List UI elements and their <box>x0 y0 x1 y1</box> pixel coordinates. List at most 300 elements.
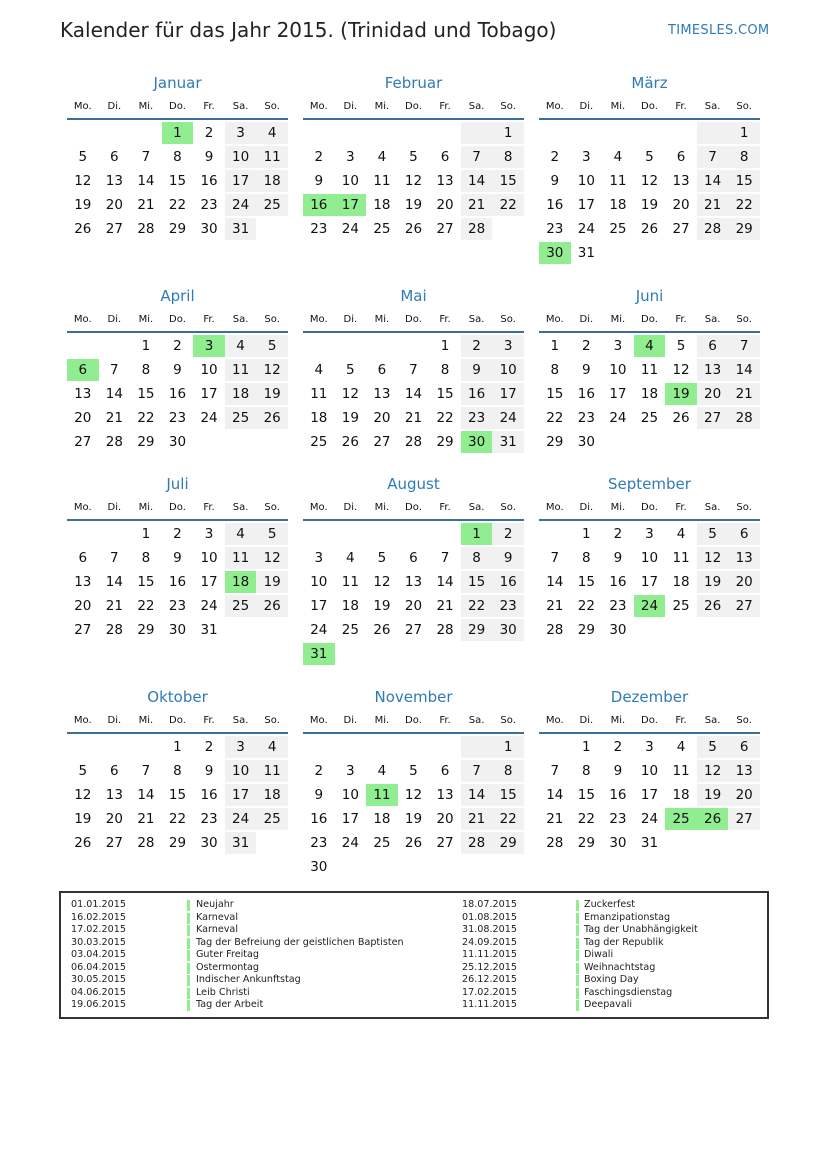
holiday-item <box>71 949 466 962</box>
day-cell: 22 <box>492 194 524 216</box>
week-row <box>67 760 288 782</box>
week-row <box>67 832 288 854</box>
empty-cell <box>303 523 335 545</box>
empty-cell <box>99 523 131 545</box>
day-cell: 6 <box>440 763 450 779</box>
weekday-label: Fr. <box>203 502 215 513</box>
weekday-label: So. <box>736 314 752 325</box>
weekday-label: Di. <box>107 715 122 726</box>
empty-cell <box>335 335 367 357</box>
empty-cell <box>335 122 367 144</box>
day-cell: 5 <box>645 149 654 165</box>
holiday-date: 06.04.2015 <box>71 961 126 973</box>
holiday-name: Diwali <box>584 949 614 960</box>
day-cell: 20 <box>697 383 729 405</box>
day-cell: 6 <box>728 736 760 758</box>
week-row <box>67 808 288 830</box>
day-cell: 11 <box>256 760 288 782</box>
month-title: Juli <box>166 475 189 493</box>
weekday-label: So. <box>264 502 280 513</box>
day-cell: 31 <box>225 832 257 854</box>
week-row <box>67 784 288 806</box>
day-cell: 12 <box>74 173 92 189</box>
week-row <box>539 194 760 216</box>
day-cell: 12 <box>697 547 729 569</box>
day-cell: 22 <box>137 598 155 614</box>
holiday-marker <box>576 975 579 986</box>
weekday-label: Mi. <box>138 502 154 513</box>
day-cell: 26 <box>74 835 92 851</box>
day-cell: 6 <box>78 550 88 566</box>
weekday-header <box>303 709 524 734</box>
day-cell: 27 <box>436 835 454 851</box>
weekday-label: So. <box>736 101 752 112</box>
day-cell: 3 <box>225 736 257 758</box>
day-cell: 1 <box>728 122 760 144</box>
day-cell: 2 <box>613 526 623 542</box>
holiday-item <box>462 937 827 950</box>
week-row <box>539 523 760 545</box>
weekday-label: Fr. <box>675 502 687 513</box>
day-cell: 25 <box>310 434 328 450</box>
day-cell: 14 <box>404 386 423 402</box>
day-cell: 17 <box>640 574 659 590</box>
weekday-label: Di. <box>579 502 594 513</box>
day-cell: 15 <box>436 386 454 402</box>
weekday-label: Sa. <box>468 314 485 325</box>
weekday-label: Do. <box>169 314 186 325</box>
holiday-date: 30.05.2015 <box>71 974 126 985</box>
weekday-label: Mi. <box>374 101 390 112</box>
month-title: Januar <box>153 74 202 92</box>
day-cell: 2 <box>204 125 214 141</box>
empty-cell <box>634 122 666 144</box>
month-title: September <box>608 475 691 493</box>
day-cell: 19 <box>74 811 92 827</box>
weekday-label: Mi. <box>610 101 626 112</box>
day-cell: 17 <box>341 811 359 827</box>
holiday-date: 16.02.2015 <box>71 911 126 923</box>
holiday-name: Neujahr <box>196 899 234 910</box>
day-cell: 2 <box>173 526 182 542</box>
weekday-label: So. <box>500 715 516 726</box>
holiday-marker <box>187 900 190 911</box>
weekday-label: Do. <box>169 715 186 726</box>
day-cell: 3 <box>314 550 324 566</box>
day-cell: 28 <box>137 221 155 237</box>
holiday-name: Weihnachtstag <box>584 961 656 973</box>
day-cell: 6 <box>409 550 418 566</box>
day-cell: 5 <box>78 149 88 165</box>
day-cell: 21 <box>546 811 564 827</box>
day-cell: 3 <box>204 526 214 542</box>
day-cell: 15 <box>492 784 524 806</box>
day-cell: 6 <box>110 763 119 779</box>
day-cell: 4 <box>225 523 257 545</box>
day-cell: 14 <box>105 574 123 590</box>
weekday-header <box>303 496 524 521</box>
day-cell: 18 <box>609 197 627 213</box>
day-cell: 11 <box>609 173 627 189</box>
day-cell: 29 <box>577 622 595 638</box>
day-cell: 26 <box>697 808 729 830</box>
month-title: April <box>160 287 195 305</box>
week-row <box>539 619 760 641</box>
day-cell: 5 <box>697 736 729 758</box>
day-cell: 13 <box>105 173 123 189</box>
day-cell: 16 <box>168 386 187 402</box>
weekday-label: Do. <box>405 715 422 726</box>
week-row <box>67 383 288 405</box>
day-cell: 7 <box>141 763 151 779</box>
day-cell: 9 <box>613 763 623 779</box>
month-1 <box>67 71 288 240</box>
holiday-item <box>71 937 466 950</box>
day-cell: 23 <box>461 407 493 429</box>
day-cell: 21 <box>105 410 123 426</box>
week-row <box>539 407 760 429</box>
day-cell: 12 <box>404 173 423 189</box>
day-cell: 25 <box>341 622 359 638</box>
day-cell: 7 <box>550 763 560 779</box>
day-cell: 5 <box>346 362 355 378</box>
weekday-label: Di. <box>107 502 122 513</box>
day-cell: 26 <box>256 595 288 617</box>
day-cell: 14 <box>436 574 454 590</box>
day-cell: 14 <box>546 787 564 803</box>
week-row <box>67 146 288 168</box>
day-cell: 8 <box>582 763 591 779</box>
holiday-name: Ostermontag <box>196 961 260 973</box>
day-cell: 2 <box>492 523 524 545</box>
weekday-header <box>67 308 288 333</box>
empty-cell <box>539 736 571 758</box>
day-cell: 8 <box>440 362 450 378</box>
day-cell: 30 <box>609 622 627 638</box>
day-cell: 29 <box>168 221 187 237</box>
weekday-label: Mo. <box>73 502 92 513</box>
day-cell: 25 <box>256 194 288 216</box>
holiday-marker <box>187 938 190 949</box>
day-cell: 4 <box>225 335 257 357</box>
day-cell: 27 <box>74 622 92 638</box>
day-cell: 13 <box>74 574 92 590</box>
holiday-name: Leib Christi <box>196 986 250 998</box>
weekday-label: Sa. <box>232 715 249 726</box>
day-cell: 1 <box>582 526 591 542</box>
day-cell: 10 <box>225 146 257 168</box>
week-row <box>539 359 760 381</box>
weekday-header <box>303 308 524 333</box>
day-cell: 3 <box>225 122 257 144</box>
day-cell: 23 <box>609 598 627 614</box>
week-row <box>67 571 288 593</box>
day-cell: 27 <box>728 595 760 617</box>
day-cell: 31 <box>303 643 335 665</box>
week-row <box>539 784 760 806</box>
weekday-label: Mi. <box>610 715 626 726</box>
day-cell: 1 <box>440 338 450 354</box>
weekday-label: Do. <box>641 502 658 513</box>
weekday-label: Fr. <box>439 101 451 112</box>
holiday-name: Guter Freitag <box>196 949 260 960</box>
day-cell: 11 <box>672 763 690 779</box>
day-cell: 14 <box>461 170 493 192</box>
holiday-name: Karneval <box>196 924 238 935</box>
day-cell: 23 <box>310 221 328 237</box>
holiday-date: 11.11.2015 <box>462 999 517 1010</box>
day-cell: 8 <box>492 146 524 168</box>
day-cell: 15 <box>168 787 187 803</box>
day-cell: 25 <box>225 407 257 429</box>
holiday-marker <box>187 975 190 986</box>
day-cell: 16 <box>310 811 328 827</box>
weekday-label: Di. <box>107 101 122 112</box>
day-cell: 23 <box>577 410 595 426</box>
day-cell: 9 <box>204 763 214 779</box>
day-cell: 19 <box>74 197 92 213</box>
week-row <box>67 335 288 357</box>
day-cell: 11 <box>341 574 359 590</box>
day-cell: 6 <box>728 523 760 545</box>
holiday-marker <box>576 988 579 999</box>
day-cell: 27 <box>697 407 729 429</box>
empty-cell <box>461 736 493 758</box>
day-cell: 29 <box>492 832 524 854</box>
day-cell: 18 <box>256 170 288 192</box>
weekday-label: So. <box>500 502 516 513</box>
day-cell: 24 <box>341 221 359 237</box>
day-cell: 6 <box>110 149 119 165</box>
day-cell: 1 <box>141 338 151 354</box>
day-cell: 22 <box>436 410 454 426</box>
day-cell: 1 <box>162 122 194 144</box>
day-cell: 4 <box>676 739 686 755</box>
week-row <box>67 431 288 453</box>
day-cell: 16 <box>577 386 595 402</box>
day-cell: 25 <box>665 808 697 830</box>
weekday-label: Do. <box>641 715 658 726</box>
weekday-label: Do. <box>641 314 658 325</box>
week-row <box>67 122 288 144</box>
weekday-label: Mo. <box>73 715 92 726</box>
day-cell: 24 <box>225 194 257 216</box>
weekday-label: Mo. <box>545 314 564 325</box>
day-cell: 20 <box>105 197 123 213</box>
day-cell: 6 <box>67 359 99 381</box>
holiday-date: 30.03.2015 <box>71 936 126 948</box>
weekday-header <box>539 308 760 333</box>
holiday-item <box>462 949 827 962</box>
weekday-label: Fr. <box>203 715 215 726</box>
empty-cell <box>539 122 571 144</box>
day-cell: 2 <box>550 149 560 165</box>
day-cell: 24 <box>577 221 595 237</box>
day-cell: 26 <box>341 434 359 450</box>
day-cell: 30 <box>461 431 493 453</box>
day-cell: 5 <box>377 550 387 566</box>
day-cell: 22 <box>577 598 595 614</box>
day-cell: 18 <box>373 197 391 213</box>
day-cell: 31 <box>225 218 257 240</box>
day-cell: 28 <box>137 835 155 851</box>
day-cell: 15 <box>168 173 187 189</box>
day-cell: 19 <box>640 197 659 213</box>
day-cell: 6 <box>676 149 686 165</box>
empty-cell <box>429 736 461 758</box>
weekday-label: Mo. <box>73 101 92 112</box>
empty-cell <box>303 122 335 144</box>
empty-cell <box>335 523 367 545</box>
day-cell: 5 <box>697 523 729 545</box>
empty-cell <box>303 736 335 758</box>
day-cell: 30 <box>609 835 627 851</box>
day-cell: 10 <box>341 173 359 189</box>
day-cell: 23 <box>168 410 187 426</box>
day-cell: 14 <box>105 386 123 402</box>
empty-cell <box>99 335 131 357</box>
month-title: Mai <box>400 287 427 305</box>
day-cell: 7 <box>141 149 151 165</box>
day-cell: 14 <box>137 173 155 189</box>
weekday-label: Mo. <box>309 715 328 726</box>
holiday-item <box>462 987 827 1000</box>
month-10 <box>67 685 288 854</box>
day-cell: 15 <box>137 574 155 590</box>
weekday-label: Di. <box>343 101 358 112</box>
weekday-header <box>539 95 760 120</box>
day-cell: 21 <box>461 194 493 216</box>
day-cell: 19 <box>697 571 729 593</box>
day-cell: 9 <box>173 362 182 378</box>
holiday-item <box>71 912 466 925</box>
day-cell: 15 <box>577 574 595 590</box>
day-cell: 17 <box>200 574 218 590</box>
week-row <box>539 242 760 264</box>
day-cell: 9 <box>173 550 182 566</box>
empty-cell <box>303 335 335 357</box>
day-cell: 27 <box>436 221 454 237</box>
day-cell: 26 <box>404 221 423 237</box>
day-cell: 2 <box>314 149 324 165</box>
empty-cell <box>366 122 398 144</box>
day-cell: 9 <box>492 547 524 569</box>
empty-cell <box>602 122 634 144</box>
day-cell: 8 <box>582 550 591 566</box>
day-cell: 18 <box>672 574 690 590</box>
day-cell: 22 <box>168 811 187 827</box>
day-cell: 22 <box>546 410 564 426</box>
weekday-header <box>67 709 288 734</box>
day-cell: 16 <box>492 571 524 593</box>
week-row <box>539 760 760 782</box>
week-row <box>67 523 288 545</box>
week-row <box>67 736 288 758</box>
day-cell: 19 <box>404 811 423 827</box>
day-cell: 4 <box>346 550 355 566</box>
holiday-item <box>71 974 466 987</box>
day-cell: 27 <box>373 434 391 450</box>
day-cell: 11 <box>672 550 690 566</box>
day-cell: 7 <box>440 550 450 566</box>
holiday-item <box>462 962 827 975</box>
page-title: Kalender für das Jahr 2015. (Trinidad und Tobago) <box>60 18 557 42</box>
day-cell: 5 <box>676 338 686 354</box>
day-cell: 3 <box>193 335 225 357</box>
weekday-label: Do. <box>169 502 186 513</box>
day-cell: 15 <box>461 571 493 593</box>
empty-cell <box>571 122 603 144</box>
day-cell: 9 <box>582 362 591 378</box>
empty-cell <box>99 122 131 144</box>
holiday-item <box>71 924 466 937</box>
day-cell: 3 <box>492 335 524 357</box>
day-cell: 10 <box>341 787 359 803</box>
weekday-label: Fr. <box>675 101 687 112</box>
day-cell: 21 <box>105 598 123 614</box>
day-cell: 16 <box>200 173 218 189</box>
day-cell: 3 <box>346 149 355 165</box>
weekday-label: Sa. <box>232 314 249 325</box>
day-cell: 8 <box>461 547 493 569</box>
holiday-date: 01.01.2015 <box>71 899 126 910</box>
empty-cell <box>366 335 398 357</box>
week-row <box>303 643 524 665</box>
day-cell: 24 <box>492 407 524 429</box>
month-9 <box>539 472 760 641</box>
day-cell: 24 <box>310 622 328 638</box>
day-cell: 8 <box>141 362 151 378</box>
day-cell: 18 <box>640 386 659 402</box>
day-cell: 1 <box>141 526 151 542</box>
day-cell: 29 <box>546 434 564 450</box>
day-cell: 25 <box>640 410 659 426</box>
day-cell: 13 <box>404 574 423 590</box>
holiday-marker <box>576 900 579 911</box>
day-cell: 12 <box>256 359 288 381</box>
week-row <box>303 407 524 429</box>
day-cell: 16 <box>200 787 218 803</box>
holiday-date: 17.02.2015 <box>71 924 126 935</box>
weekday-header <box>67 95 288 120</box>
day-cell: 30 <box>492 619 524 641</box>
holiday-marker <box>187 913 190 924</box>
day-cell: 12 <box>404 787 423 803</box>
brand-link[interactable]: TIMESLES.COM <box>668 23 770 38</box>
day-cell: 21 <box>436 598 454 614</box>
month-11 <box>303 685 524 878</box>
empty-cell <box>130 736 162 758</box>
holiday-marker <box>576 1000 579 1011</box>
day-cell: 10 <box>640 550 659 566</box>
month-title: Oktober <box>147 688 208 706</box>
day-cell: 21 <box>728 383 760 405</box>
day-cell: 21 <box>137 811 155 827</box>
weekday-label: Di. <box>343 715 358 726</box>
day-cell: 10 <box>640 763 659 779</box>
week-row <box>303 571 524 593</box>
day-cell: 12 <box>672 362 690 378</box>
day-cell: 17 <box>200 386 218 402</box>
empty-cell <box>366 523 398 545</box>
holiday-marker <box>576 963 579 974</box>
weekday-label: So. <box>736 502 752 513</box>
week-row <box>303 383 524 405</box>
day-cell: 21 <box>546 598 564 614</box>
month-5 <box>303 284 524 453</box>
day-cell: 30 <box>310 859 328 875</box>
empty-cell <box>67 335 99 357</box>
